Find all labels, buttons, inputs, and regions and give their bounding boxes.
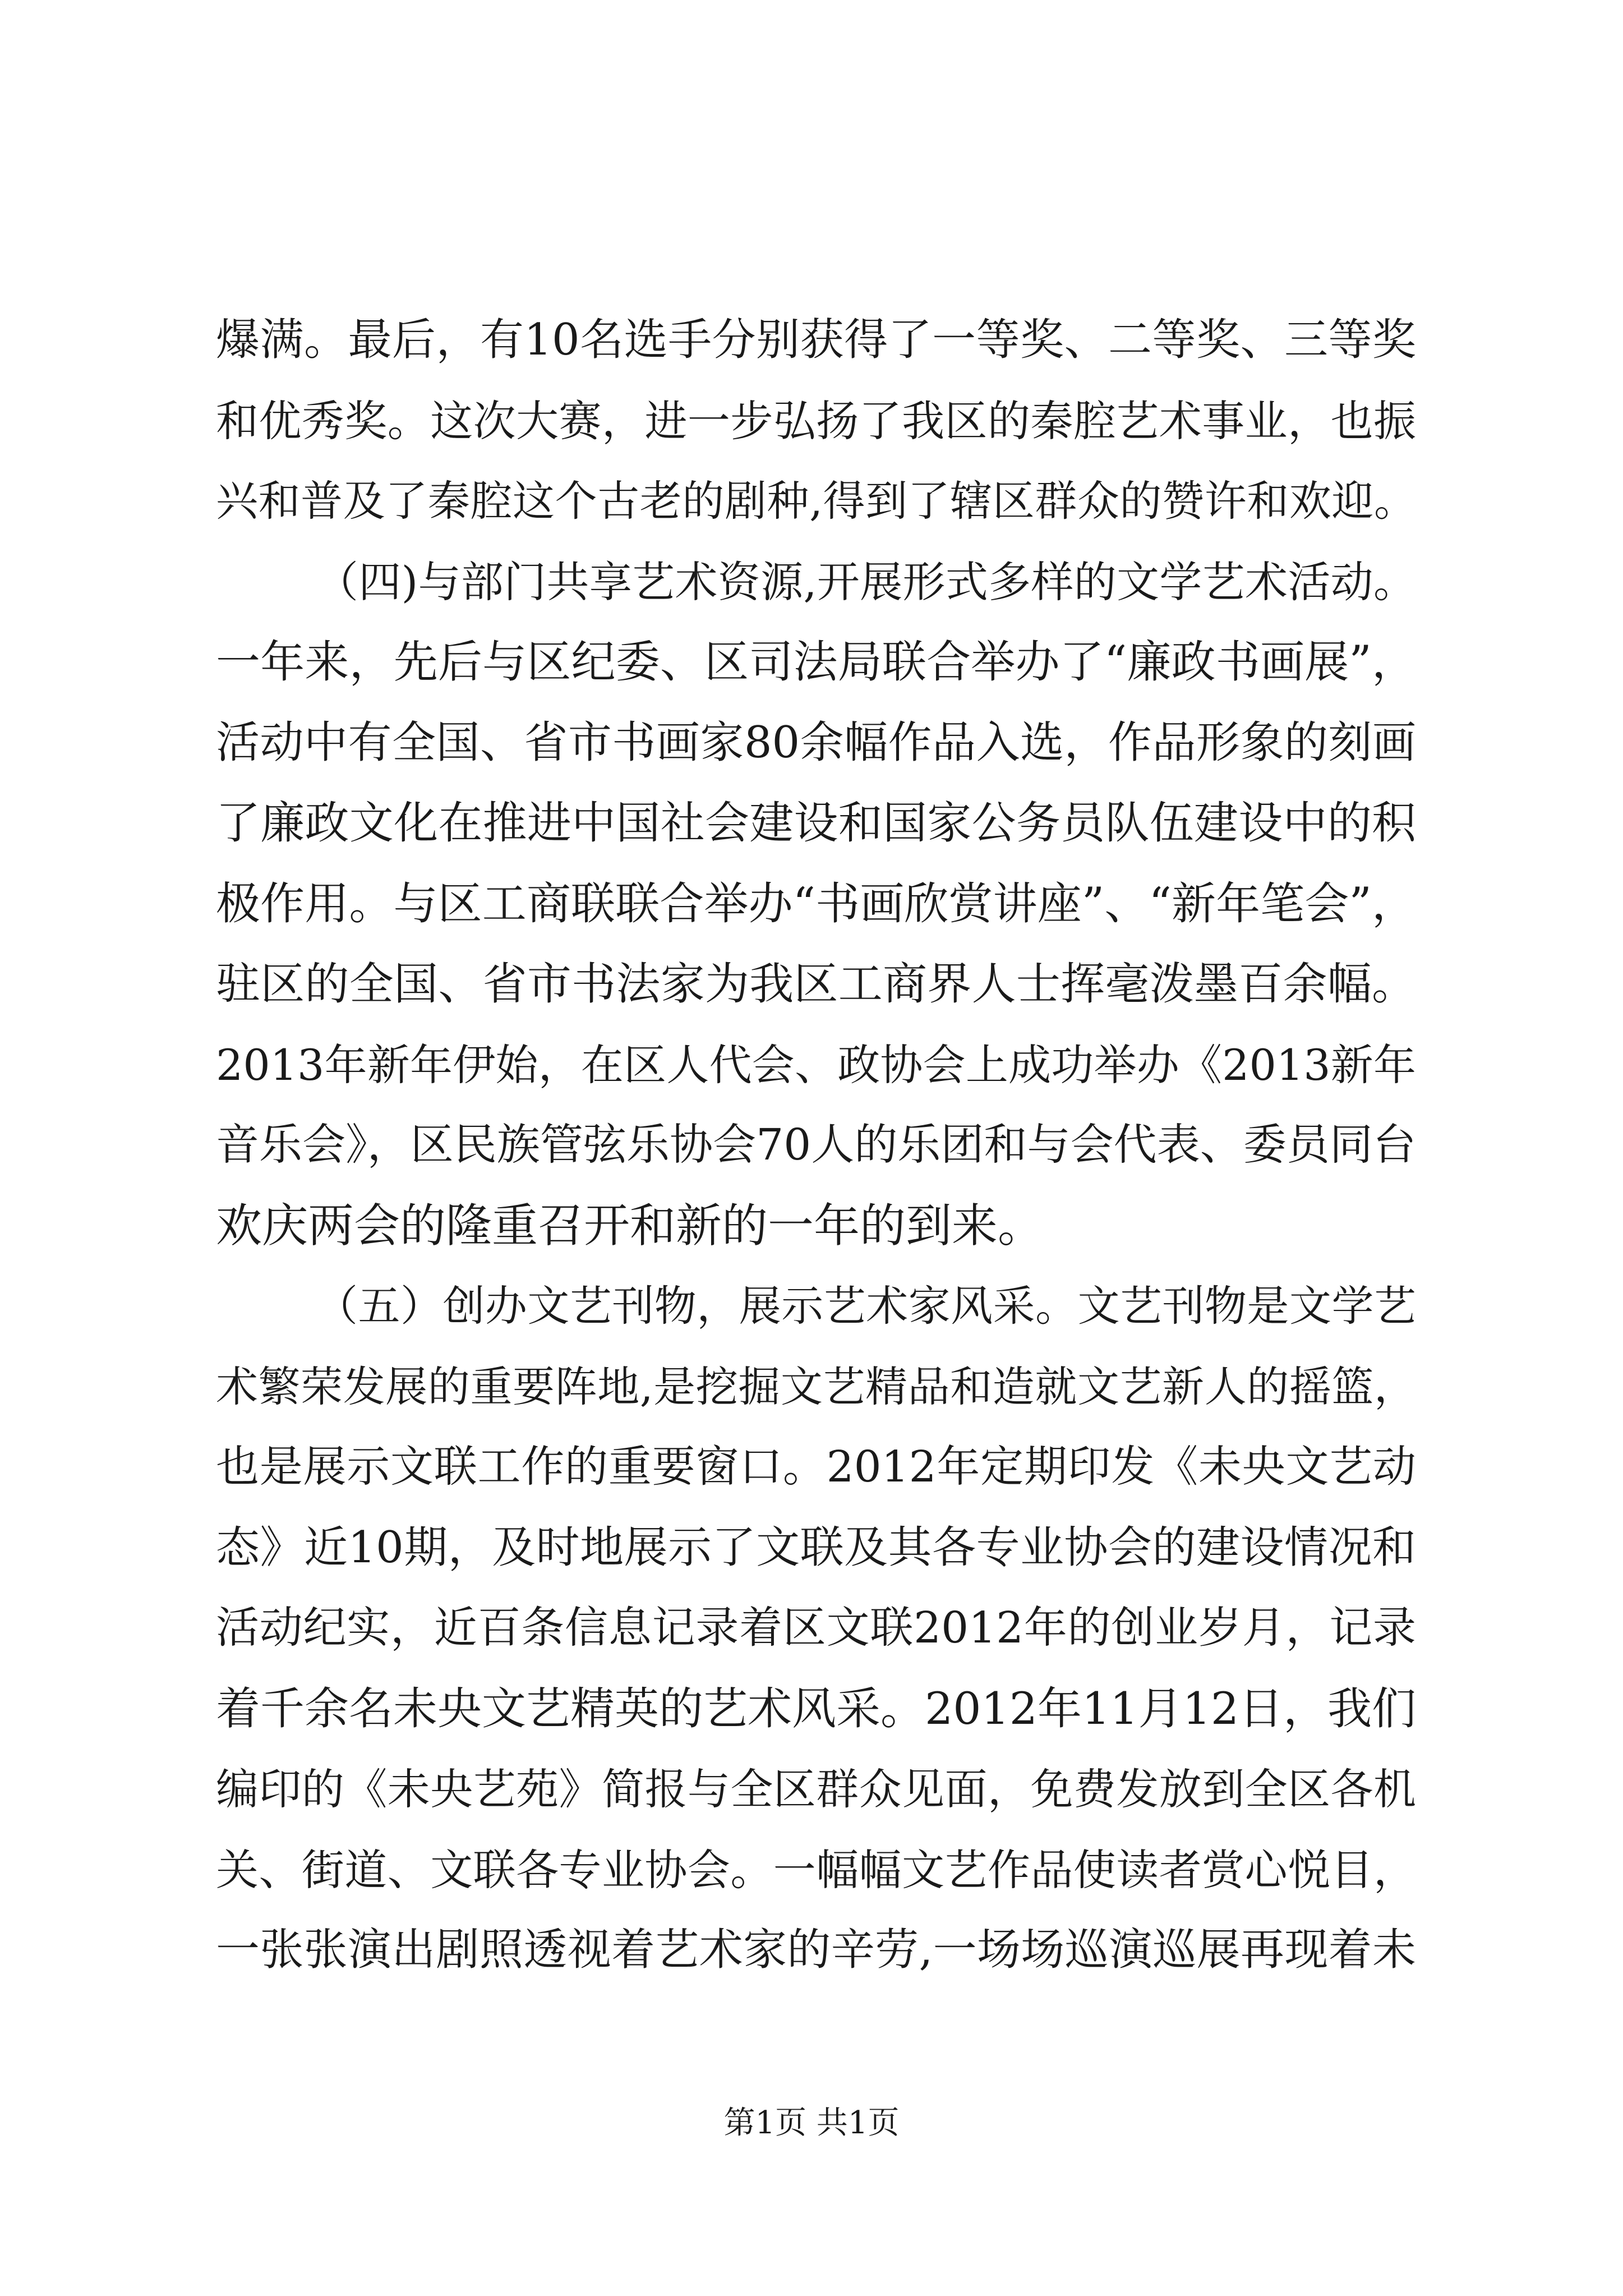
text-line: 兴和普及了秦腔这个古老的剧种,得到了辖区群众的赞许和欢迎。 [216, 476, 1416, 526]
text-line: 了廉政文化在推进中国社会建设和国家公务员队伍建设中的积 [216, 797, 1416, 849]
text-line: 一年来，先后与区纪委、区司法局联合举办了“廉政书画展”， [216, 636, 1416, 688]
section-heading-line: （五）创办文艺刊物，展示艺术家风采。文艺刊物是文学艺 [316, 1281, 1416, 1331]
text-line: 爆满。最后，有10名选手分别获得了一等奖、二等奖、三等奖 [216, 315, 1416, 365]
text-line: 欢庆两会的隆重召开和新的一年的到来。 [216, 1199, 1044, 1253]
text-line: 关、街道、文联各专业协会。一幅幅文艺作品使读者赏心悦目， [216, 1844, 1416, 1895]
page-number-label: 第1页 共1页 [723, 2105, 900, 2141]
text-line: 着千余名未央文艺精英的艺术风采。2012年11月12日，我们 [216, 1682, 1417, 1734]
text-line: 驻区的全国、省市书法家为我区工商界人士挥毫泼墨百余幅。 [216, 958, 1416, 1010]
page-footer [0, 2101, 1623, 2146]
text-line: 活动中有全国、省市书画家80余幅作品入选，作品形象的刻画 [216, 717, 1416, 768]
section-heading-line: （四)与部门共享艺术资源,开展形式多样的文学艺术活动。 [316, 556, 1416, 607]
text-line: 态》近10期，及时地展示了文联及其各专业协会的建设情况和 [216, 1522, 1416, 1573]
text-line: 也是展示文联工作的重要窗口。2012年定期印发《未央文艺动 [216, 1442, 1416, 1492]
text-line: 和优秀奖。这次大赛，进一步弘扬了我区的秦腔艺术事业，也振 [216, 395, 1416, 446]
text-line: 极作用。与区工商联联合举办“书画欣赏讲座”、“新年笔会”， [216, 877, 1416, 930]
text-line: 音乐会》，区民族管弦乐协会70人的乐团和与会代表、委员同台 [216, 1120, 1416, 1170]
text-line: 编印的《未央艺苑》简报与全区群众见面，免费发放到全区各机 [216, 1764, 1416, 1814]
text-line: 术繁荣发展的重要阵地,是挖掘文艺精品和造就文艺新人的摇篮， [216, 1361, 1416, 1411]
text-line: 活动纪实，近百条信息记录着区文联2012年的创业岁月，记录 [216, 1603, 1416, 1653]
document-body [216, 300, 1416, 1991]
text-line: 2013年新年伊始，在区人代会、政协会上成功举办《2013新年 [216, 1039, 1416, 1090]
text-line: 一张张演出剧照透视着艺术家的辛劳,一场场巡演巡展再现着未 [216, 1925, 1416, 1975]
